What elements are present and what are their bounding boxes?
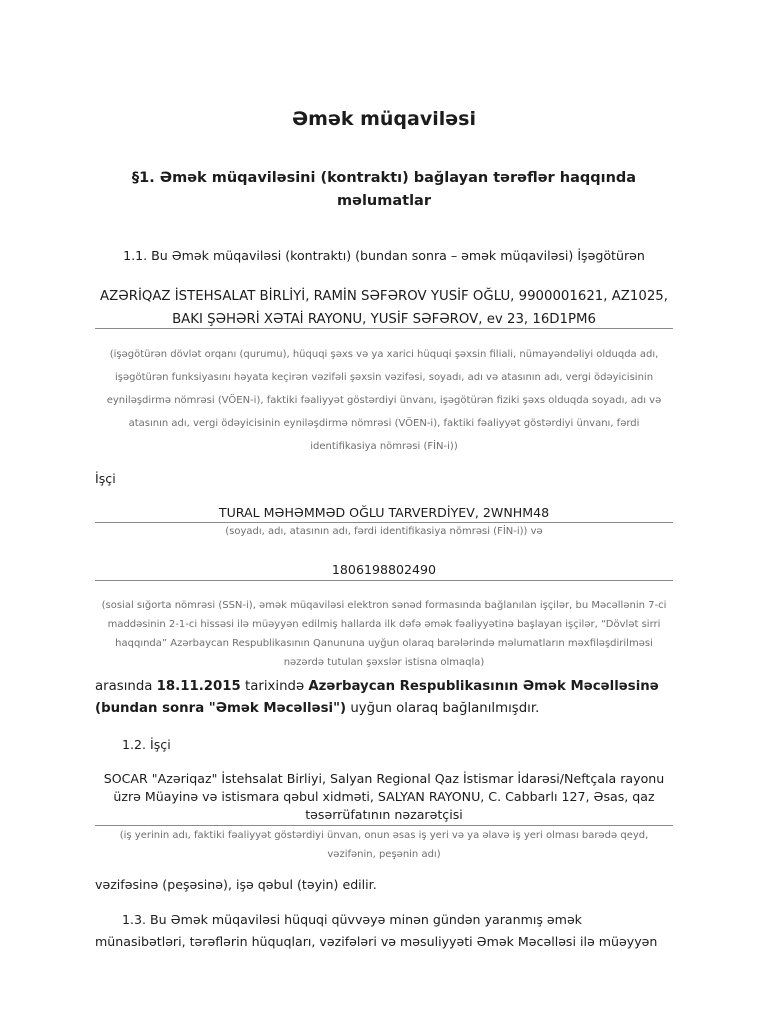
clause-1-3: 1.3. Bu Əmək müqaviləsi hüquqi qüvvəyə minən gündən yaranmış əmək münasibətləri, tərəflərin hüquqları, vəzifələri və məsuliyyəti Əmək Məcəlləsi ilə müəyyən [95,912,658,949]
agreement-suffix: uyğun olaraq bağlanılmışdır. [346,701,540,716]
worker-label: İşçi [95,471,116,486]
agreement-paragraph [95,676,673,720]
employer-details: AZƏRİQAZ İSTEHSALAT BİRLİYİ, RAMİN SƏFƏROV YUSİF OĞLU, 9900001621, AZ1025, BAKI ŞƏHƏRİ XƏTAİ RAYONU, YUSİF SƏFƏROV, ev 23, 16D1PM6 [100,289,668,327]
document-title: Əmək müqaviləsi [292,108,476,130]
workplace-caption: (iş yerinin adı, faktiki fəaliyyət göstərdiyi ünvan, onun əsas iş yeri və ya əlavə iş yeri olması barədə qeyd, vəzifənin, peşənin adı) [119,830,649,860]
ssn-caption: (sosial sığorta nömrəsi (SSN-i), əmək müqaviləsi elektron sənəd formasında bağlanılan işçilər, bu Məcəllənin 7-ci maddəsinin 2-1-ci hissəsi ilə müəyyən edilmiş hallarda ilk dəfə əmək fəaliyyətinə başlayan işçilər, “Dövlət sirri haqqında” Azərbaycan Respublikasının Qanununa uyğun olaraq barələrində məlumatların məxfiləşdirilməsi nəzərdə tutulan şəxslər istisna olmaqla) [101,600,667,668]
agreement-middle: tarixində [240,679,309,694]
agreement-date: 18.11.2015 [156,679,241,694]
ssn-underline [95,580,673,581]
employer-caption: (işəgötürən dövlət orqanı (qurumu), hüquqi şəxs və ya xarici hüquqi şəxsin filiali, nümayəndəliyi olduqda adı, işəgötürən funksiyasını həyata keçirən vəzifəli şəxsin vəzifəsi, soyadı, adı və atasının adı, vergi ödəyicisinin eyniləşdirmə nömrəsi (VÖEN-i), faktiki fəaliyyət göstərdiyi ünvanı, işəgötürən fiziki şəxs olduqda soyadı, adı və atasının adı, vergi ödəyicisinin eyniləşdirmə nömrəsi (VÖEN-i), faktiki fəaliyyət göstərdiyi ünvanı, fərdi identifikasiya nömrəsi (FİN-i)) [106,349,662,452]
clause-1-1: 1.1. Bu Əmək müqaviləsi (kontraktı) (bundan sonra – əmək müqaviləsi) İşəgötürən [123,248,645,263]
clause-1-2: 1.2. İşçi [122,737,171,752]
employer-underline [95,328,673,329]
position-line: vəzifəsinə (peşəsinə), işə qəbul (təyin) edilir. [95,877,377,892]
workplace-details: SOCAR "Azəriqaz" İstehsalat Birliyi, Salyan Regional Qaz İstismar İdarəsi/Neftçala rayonu üzrə Müayinə və istismara qəbul xidməti, SALYAN RAYONU, C. Cabbarlı 127, Əsas, qaz təsərrüfatının nəzarətçisi [103,771,665,822]
agreement-prefix: arasında [95,679,157,694]
section-heading: §1. Əmək müqaviləsini (kontraktı) bağlayan tərəflər haqqında məlumatlar [131,170,637,209]
labor-code-reference: Azərbaycan Respublikasının Əmək Məcəlləsinə (bundan sonra "Əmək Məcəlləsi") [95,679,659,716]
worker-caption: (soyadı, adı, atasının adı, fərdi identifikasiya nömrəsi (FİN-i)) və [225,526,543,537]
worker-details: TURAL MƏHƏMMƏD OĞLU TARVERDİYEV, 2WNHM48 [218,505,550,520]
ssn-value: 1806198802490 [331,562,437,577]
